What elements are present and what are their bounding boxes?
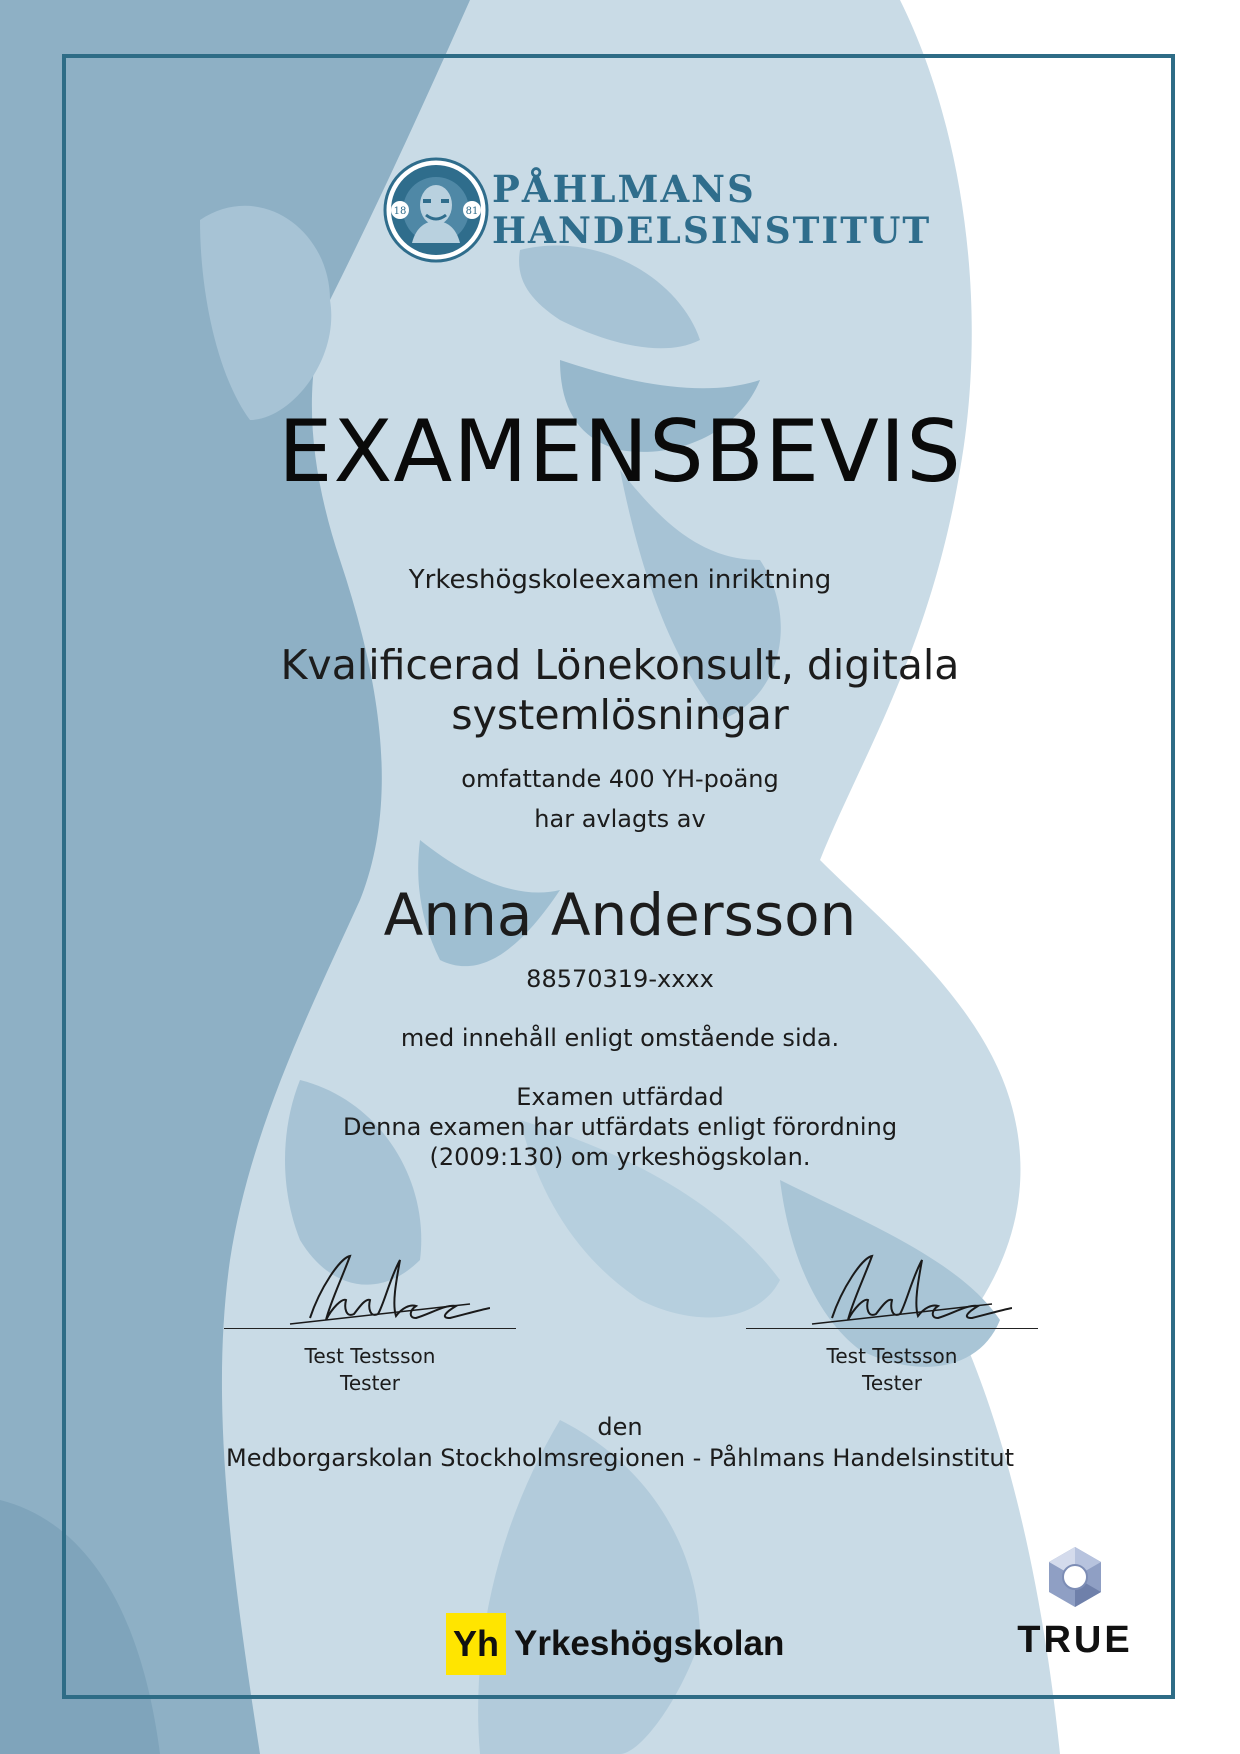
program-line-2: systemlösningar	[451, 691, 789, 739]
issued-line-1: Examen utfärdad	[516, 1083, 724, 1111]
yh-badge: Yh	[446, 1613, 506, 1675]
hexagon-ring-icon	[1043, 1545, 1107, 1609]
student-name: Anna Andersson	[383, 881, 857, 949]
logo-line-1: PÅHLMANS	[492, 167, 756, 211]
signer-role-2: Tester	[862, 1371, 922, 1395]
true-logo	[1010, 1545, 1140, 1662]
school-name: Medborgarskolan Stockholmsregionen - Påhlmans Handelsinstitut	[225, 1444, 1015, 1472]
handwritten-signature-icon	[250, 1248, 490, 1328]
issuer-block	[0, 1412, 1240, 1474]
logo-line-2: HANDELSINSTITUT	[492, 210, 932, 252]
program-name	[0, 640, 1240, 740]
content-note: med innehåll enligt omstående sida.	[400, 1024, 840, 1052]
den-text: den	[597, 1413, 643, 1441]
signature-line-2	[746, 1328, 1038, 1329]
program-line-1: Kvalificerad Lönekonsult, digitala	[280, 641, 960, 689]
yrkeshogskolan-logo	[446, 1613, 784, 1675]
signature-block-1	[224, 1248, 516, 1397]
emblem-year-left: 18	[393, 206, 407, 217]
issued-line-2: Denna examen har utfärdats enligt förordning	[342, 1113, 898, 1141]
signature-line-1	[224, 1328, 516, 1329]
signer-name-1: Test Testsson	[304, 1344, 436, 1368]
handwritten-signature-icon	[772, 1248, 1012, 1328]
true-wordmark: TRUE	[1017, 1619, 1133, 1661]
degree-type: Yrkeshögskoleexamen inriktning	[408, 565, 832, 595]
signer-name-2: Test Testsson	[826, 1344, 958, 1368]
taken-by-text: har avlagts av	[534, 805, 706, 833]
pahlmans-emblem-icon	[376, 157, 496, 263]
certificate-title: EXAMENSBEVIS	[278, 402, 962, 502]
pahlmans-wordmark	[492, 168, 931, 252]
emblem-year-right: 81	[465, 206, 479, 217]
signer-role-1: Tester	[340, 1371, 400, 1395]
signature-block-2	[746, 1248, 1038, 1397]
credits-text: omfattande 400 YH-poäng	[461, 765, 779, 793]
issued-line-3: (2009:130) om yrkeshögskolan.	[429, 1143, 811, 1171]
issued-statement	[0, 1082, 1240, 1172]
personal-number: 88570319-xxxx	[526, 965, 714, 993]
yh-wordmark: Yrkeshögskolan	[514, 1624, 785, 1663]
